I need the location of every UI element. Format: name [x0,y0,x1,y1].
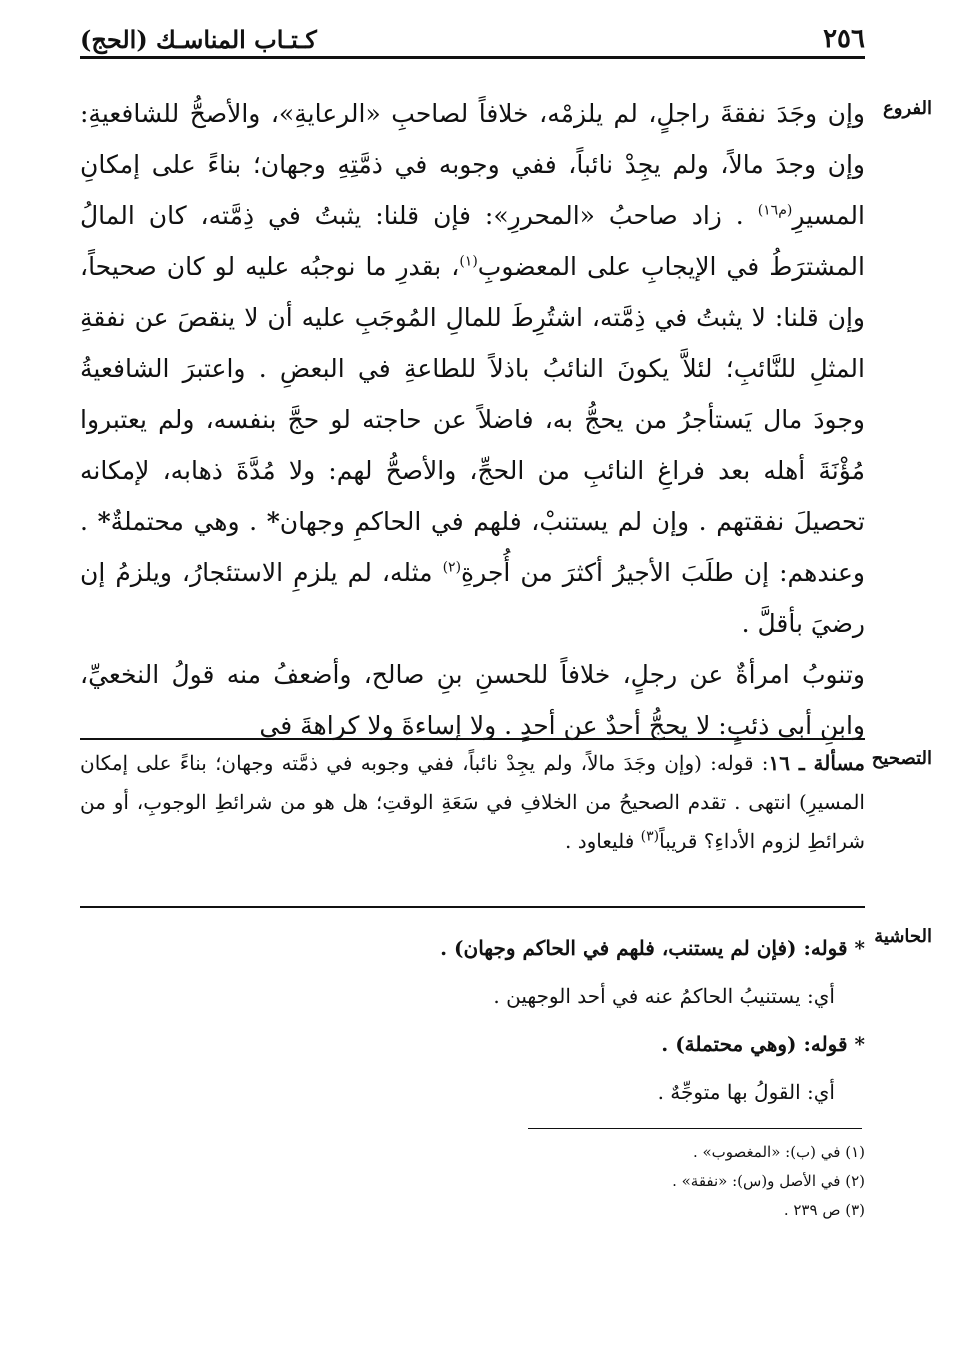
footnote-1: (١) في (ب): «المغصوب» . [692,1143,865,1161]
hashiya-explanation-2: أي: القولُ بها متوجِّهٌ . [657,1080,835,1104]
hashiya-star-marker-2: * [97,507,111,536]
section-label-furu: الفروع [883,98,932,119]
footnote-divider [528,1128,862,1129]
page-number: ٢٥٦ [823,24,865,54]
tashih-divider [80,906,865,908]
footnote-marker-2: (٢) [442,559,462,576]
masala-heading: مسألة ـ ١٦ [768,751,865,775]
main-paragraph-1: وإن وجَدَ نفقةَ راجلٍ، لم يلزمْه، خلافاً لصاحبِ «الرعايةِ»، والأصحُّ للشافعيةِ: وإن وجدَ مالاً، ولم يجِدْ نائباً، ففي وجوبه في ذمَّتِهِ وجهان؛ بناءً على إمكانِ المسيرِ$^{(م١٦)}$ . زاد صاحبُ «المحررِ»: فإن قلنا: يثبتُ في ذِمَّته، كان المالُ المشترَطُ في الإيجابِ على المعضوبِ$^{(١)}$، بقدرِ ما نوجبُه عليه لو كان صحيحاً، وإن قلنا: لا يثبتُ في ذِمَّته، اشتُرِطَ للمالِ المُوجَبِ عليه أن لا ينقصَ عن نفقةِ المثلِ للنَّائبِ؛ لئلاَّ يكونَ النائبُ باذلاً للطاعةِ في البعضِ . واعتبرَ الشافعيةُ وجودَ مال يَستأجرُ من يحجُّ به، فاضلاً عن حاجته لو حجَّ بنفسه، ولم يعتبروا مُؤْنَةَ أهله بعد فراغِ النائبِ من الحجِّ، والأصحُّ لهم: ولا مُدَّةَ ذهابه، لإمكانه تحصيلَ نفقتهم . وإن لم يستنبْ، فلهم في الحاكمِ وجهان* . وهي محتملةٌ* . وعندهم: إن طلَبَ الأجيرُ أكثرَ من أُجرةِ$^{(٢)}$ مثله، لم يلزمِ الاستئجارُ، ويلزمُ إن رضيَ بأقلَّ . [80,99,866,638]
section-label-hashiya: الحاشية [874,926,932,947]
footnote-2: (٢) في الأصل و(س): «نفقة» . [672,1172,865,1190]
hashiya-explanation-1: أي: يستنيبُ الحاكمُ عنه في أحد الوجهين . [493,984,835,1008]
tashih-text [80,744,865,861]
page-header [80,14,865,59]
hashiya-text [80,924,865,1116]
main-text [80,88,865,751]
running-title: كـتـاب المناسـك (الحج) [80,25,317,54]
footnotes [80,1138,865,1225]
main-paragraph-2: وتنوبُ امرأةٌ عن رجلٍ، خلافاً للحسنِ بنِ صالح، وأضعفُ منه قولُ النخعيِّ، وابنِ أبي ذئبٍ: لا يحجُّ أحدٌ عن أحدٍ . ولا إساءةَ ولا كراهةَ في [80,660,865,740]
cross-reference-marker: (م١٦) [757,202,793,219]
tashih-paragraph: مسألة ـ ١٦: قوله: (وإن وجَدَ مالاً، ولم يجِدْ نائباً، ففي وجوبه في ذمَّته وجهان؛ بناءً على إمكان المسيرِ) انتهى . تقدم الصحيحُ من الخلافِ في سَعَةِ الوقتِ؛ هل هو من شرائطِ الوجوبِ، أو من شرائطِ لزوم الأداءِ؟ قريباً$^{(٣)}$ فليعاود . [80,751,865,853]
hashiya-entry-2: * قوله: (وهي محتملة) . [661,1032,865,1056]
section-label-tashih: التصحيح [871,748,932,769]
hashiya-entry-1: * قوله: (فإن لم يستنب، فلهم في الحاكم وجهان) . [440,936,865,960]
footnote-marker-3: (٣) [640,828,660,845]
hashiya-star-marker: * [266,507,280,536]
footnote-3: (٣) ص ٢٣٩ . [783,1201,865,1219]
footnote-marker-1: (١) [459,253,478,270]
main-text-divider [80,738,865,740]
